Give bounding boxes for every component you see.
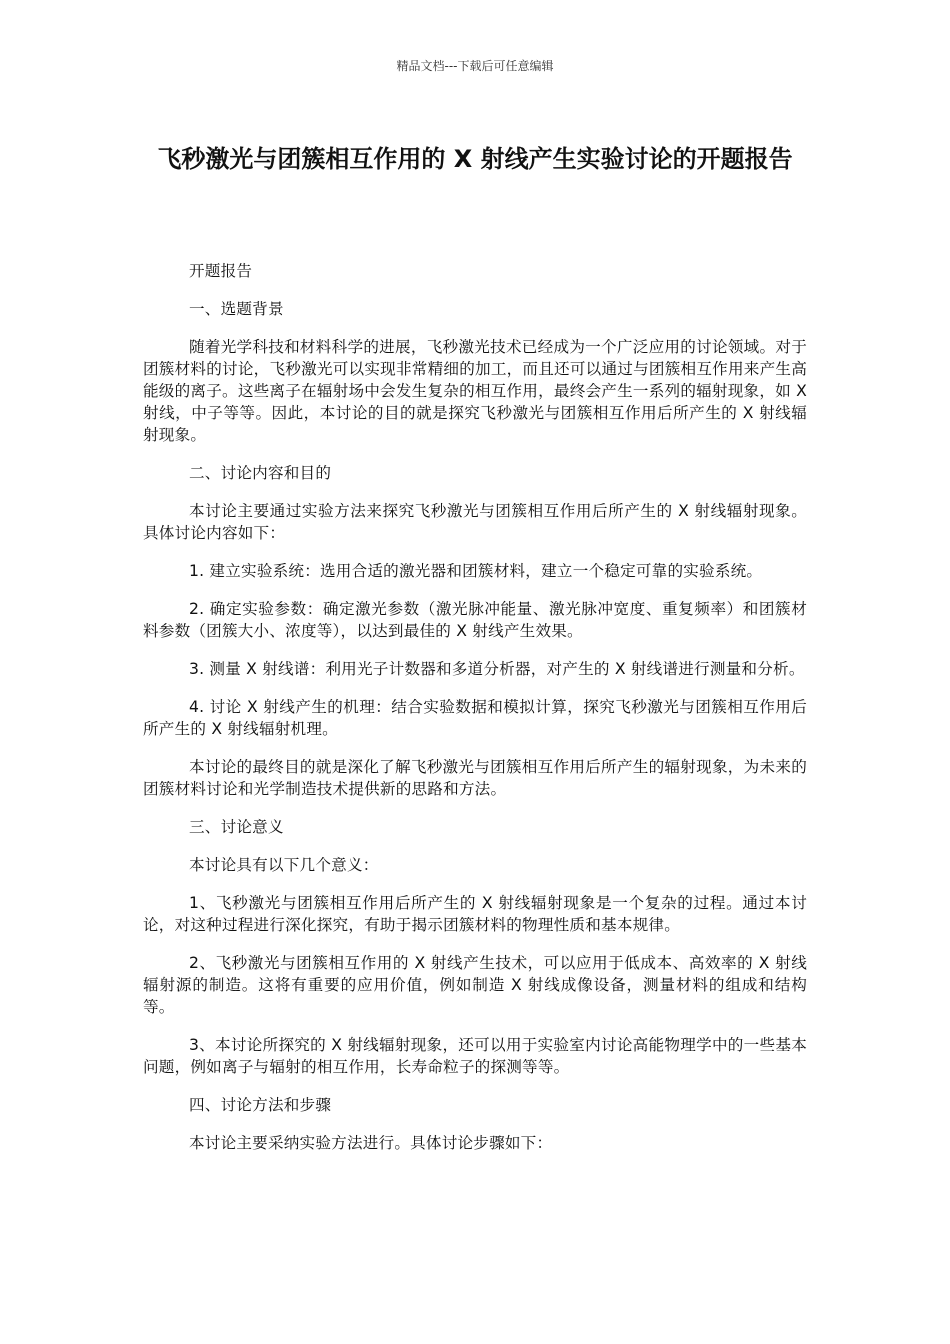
page-header-note: 精品文档---下载后可任意编辑 — [396, 59, 554, 73]
list-item-content-4: 4. 讨论 X 射线产生的机理：结合实验数据和模拟计算，探究飞秒激光与团簇相互作用后所产生的 X 射线辐射机理。 — [143, 698, 807, 738]
section-heading-background: 一、选题背景 — [189, 300, 284, 318]
paragraph-significance-intro: 本讨论具有以下几个意义： — [189, 856, 379, 874]
paragraph-methods-intro: 本讨论主要采纳实验方法进行。具体讨论步骤如下： — [189, 1134, 553, 1152]
section-label-proposal: 开题报告 — [189, 262, 253, 280]
list-item-significance-3: 3、本讨论所探究的 X 射线辐射现象，还可以用于实验室内讨论高能物理学中的一些基本问题，例如离子与辐射的相互作用，长寿命粒子的探测等等。 — [143, 1036, 807, 1076]
list-item-content-1: 1. 建立实验系统：选用合适的激光器和团簇材料，建立一个稳定可靠的实验系统。 — [189, 562, 763, 580]
paragraph-final-goal: 本讨论的最终目的就是深化了解飞秒激光与团簇相互作用后所产生的辐射现象，为未来的团簇材料讨论和光学制造技术提供新的思路和方法。 — [143, 758, 807, 798]
list-item-significance-2: 2、飞秒激光与团簇相互作用的 X 射线产生技术，可以应用于低成本、高效率的 X 射线辐射源的制造。这将有重要的应用价值，例如制造 X 射线成像设备，测量材料的组成和结构等。 — [143, 954, 807, 1016]
document-title: 飞秒激光与团簇相互作用的 X 射线产生实验讨论的开题报告 — [157, 145, 793, 173]
list-item-significance-1: 1、飞秒激光与团簇相互作用后所产生的 X 射线辐射现象是一个复杂的过程。通过本讨论，对这种过程进行深化探究，有助于揭示团簇材料的物理性质和基本规律。 — [143, 894, 807, 934]
section-heading-methods: 四、讨论方法和步骤 — [189, 1096, 332, 1114]
section-heading-significance: 三、讨论意义 — [189, 818, 284, 836]
list-item-content-3: 3. 测量 X 射线谱：利用光子计数器和多道分析器，对产生的 X 射线谱进行测量和分析。 — [189, 660, 805, 678]
section-heading-content-goals: 二、讨论内容和目的 — [189, 464, 332, 482]
document-body — [143, 260, 807, 1170]
list-item-content-2: 2. 确定实验参数：确定激光参数（激光脉冲能量、激光脉冲宽度、重复频率）和团簇材料参数（团簇大小、浓度等），以达到最佳的 X 射线产生效果。 — [143, 600, 807, 640]
paragraph-background: 随着光学科技和材料科学的进展，飞秒激光技术已经成为一个广泛应用的讨论领域。对于团簇材料的讨论，飞秒激光可以实现非常精细的加工，而且还可以通过与团簇相互作用来产生高能级的离子。这些离子在辐射场中会发生复杂的相互作用，最终会产生一系列的辐射现象，如 X 射线，中子等等。因此，本讨论的目的就是探究飞秒激光与团簇相互作用后所产生的 X 射线辐射现象。 — [143, 338, 807, 444]
paragraph-content-intro: 本讨论主要通过实验方法来探究飞秒激光与团簇相互作用后所产生的 X 射线辐射现象。具体讨论内容如下： — [143, 502, 807, 542]
